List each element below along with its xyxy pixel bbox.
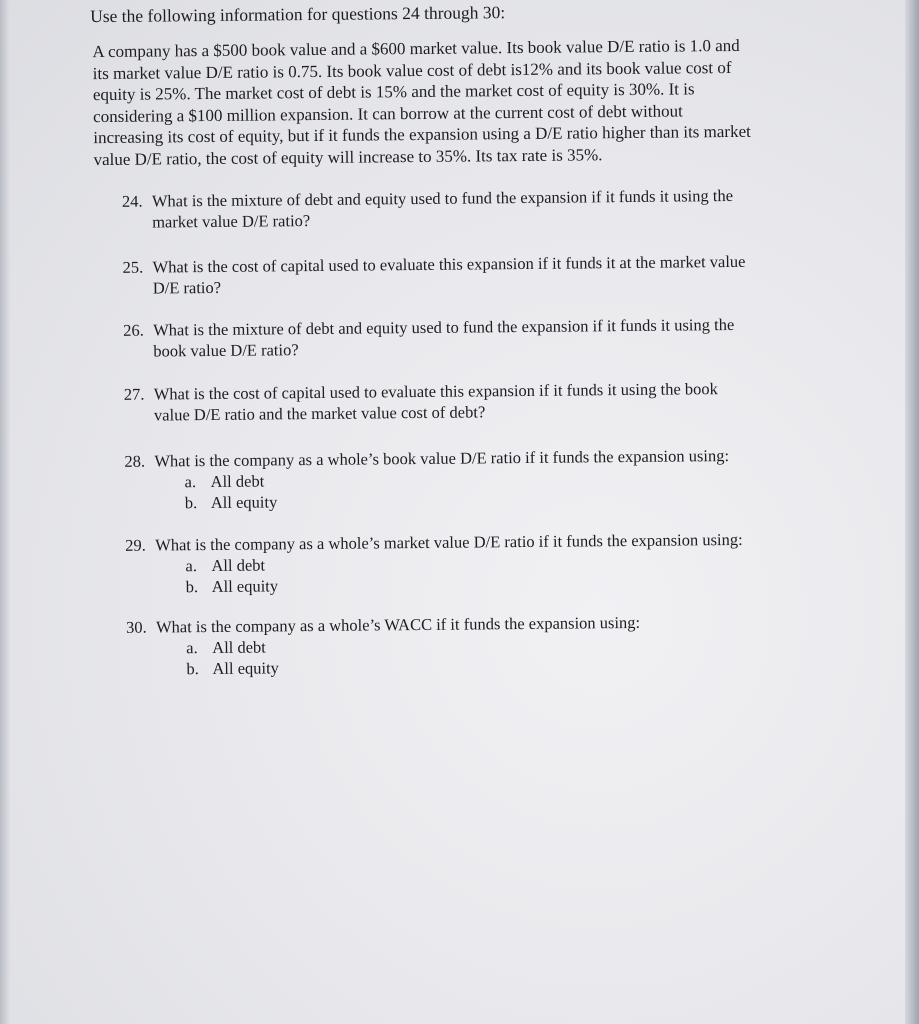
question-text: What is the mixture of debt and equity used to fund the expansion if it funds it using the: [151, 185, 734, 211]
option-text: All equity: [211, 576, 279, 596]
option-text: All equity: [210, 492, 278, 512]
question-number: 28.: [124, 451, 146, 471]
option-letter: b.: [185, 577, 199, 597]
question-number: 24.: [121, 191, 143, 211]
paragraph-line: value D/E ratio, the cost of equity will increase to 35%. Its tax rate is 35%.: [93, 144, 603, 169]
option-letter: a.: [185, 556, 197, 576]
instructions-heading: Use the following information for questions 24 through 30:: [90, 2, 506, 27]
question-text: What is the company as a whole’s book value D/E ratio if it funds the expansion using:: [154, 446, 730, 471]
option-letter: a.: [186, 638, 198, 658]
question-24: [122, 184, 822, 233]
option-letter: b.: [186, 659, 199, 679]
question-number: 26.: [123, 320, 144, 340]
question-text: What is the company as a whole’s WACC if it funds the expansion using:: [155, 612, 641, 637]
question-26: [123, 313, 823, 362]
question-text-continued: market value D/E ratio?: [152, 211, 311, 232]
option-text: All equity: [212, 658, 279, 678]
paragraph-line: A company has a $500 book value and a $600 market value. Its book value D/E ratio is 1.0 and: [92, 35, 740, 62]
question-25: [122, 250, 822, 299]
question-number: 25.: [122, 257, 144, 277]
question-29: [125, 528, 826, 598]
question-27: [124, 377, 824, 426]
question-text: What is the cost of capital used to evaluate this expansion if it funds it at the market value: [152, 251, 746, 277]
question-28: [124, 444, 825, 514]
question-text: What is the cost of capital used to evaluate this expansion if it funds it using the book: [153, 379, 718, 404]
option-text: All debt: [210, 471, 265, 491]
option-text: All debt: [212, 637, 266, 657]
paragraph-line: equity is 25%. The market cost of debt is 15% and the market cost of equity is 30%. It is: [92, 79, 695, 105]
question-text-continued: value D/E ratio and the market value cost of debt?: [153, 402, 486, 425]
option-text: All debt: [211, 555, 266, 575]
question-text: What is the mixture of debt and equity used to fund the expansion if it funds it using the: [153, 314, 735, 340]
question-30: [126, 610, 827, 680]
paragraph-line: its market value D/E ratio is 0.75. Its book value cost of debt is12% and its book value cost of: [92, 57, 732, 83]
option-letter: b.: [184, 493, 198, 513]
question-number: 27.: [123, 384, 145, 404]
question-text-continued: D/E ratio?: [152, 277, 222, 298]
question-number: 29.: [125, 535, 146, 555]
paragraph-line: considering a $100 million expansion. It can borrow at the current cost of debt without: [93, 100, 683, 126]
question-number: 30.: [125, 617, 147, 637]
option-letter: a.: [184, 472, 197, 492]
question-text: What is the company as a whole’s market value D/E ratio if it funds the expansion using:: [155, 529, 743, 555]
paragraph-line: increasing its cost of equity, but if it funds the expansion using a D/E ratio higher than its market: [93, 121, 751, 148]
case-paragraph: [92, 34, 823, 170]
question-text-continued: book value D/E ratio?: [153, 340, 299, 361]
